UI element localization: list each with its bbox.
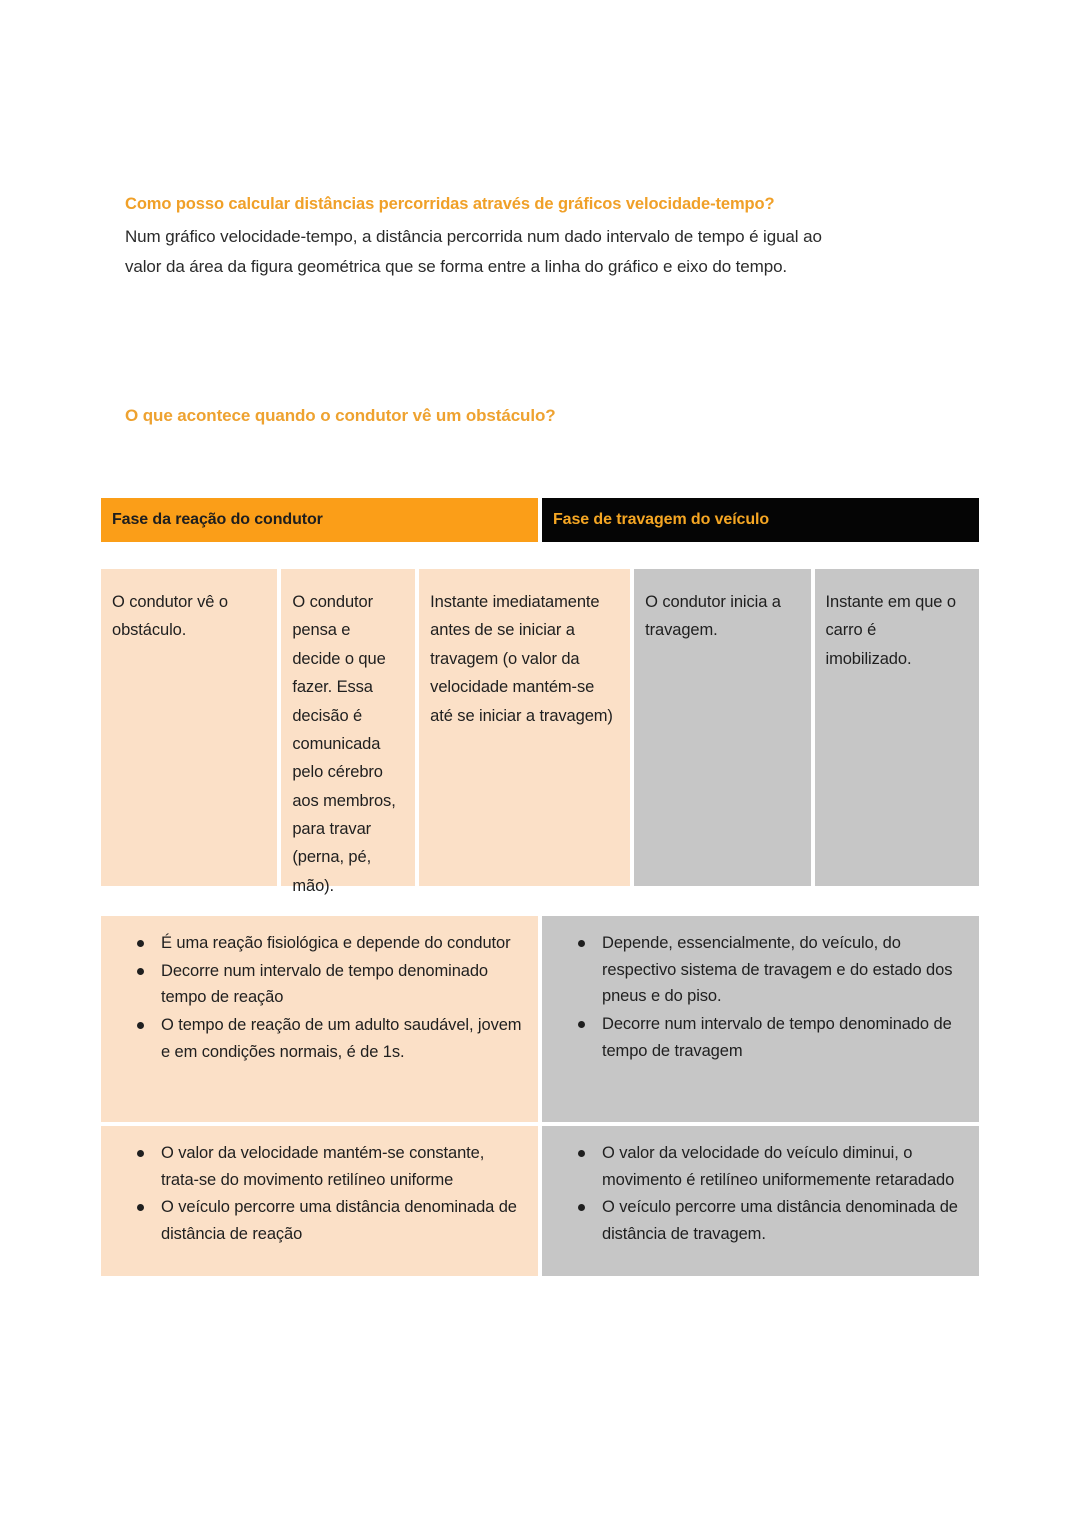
- characteristics-row-1: [101, 916, 979, 1122]
- table-cell-stage-1: O condutor vê o obstáculo.: [101, 569, 277, 886]
- characteristics-braking-1: [542, 916, 979, 1122]
- table-header-braking-phase: Fase de travagem do veículo: [542, 498, 979, 542]
- bullet-item: O tempo de reação de um adulto saudável, jovem e em condições normais, é de 1s.: [161, 1012, 524, 1065]
- table-cell-stage-4: O condutor inicia a travagem.: [634, 569, 810, 886]
- table-cell-stage-5: Instante em que o carro é imobilizado.: [815, 569, 979, 886]
- bullet-item: O veículo percorre uma distância denominada de distância de travagem.: [602, 1194, 965, 1247]
- section-heading-1: Como posso calcular distâncias percorridas através de gráficos velocidade-tempo?: [125, 195, 775, 213]
- bullet-list: [556, 930, 965, 1065]
- phases-table: [101, 498, 979, 1276]
- bullet-item: Depende, essencialmente, do veículo, do respectivo sistema de travagem e do estado dos pneus e do piso.: [602, 930, 965, 1010]
- bullet-item: O valor da velocidade do veículo diminui, o movimento é retilíneo uniformemente retaradado: [602, 1140, 965, 1193]
- table-header-reaction-phase: Fase da reação do condutor: [101, 498, 538, 542]
- bullet-item: Decorre num intervalo de tempo denominado de tempo de travagem: [602, 1011, 965, 1064]
- bullet-list: [556, 1140, 965, 1248]
- bullet-item: O valor da velocidade mantém-se constante, trata-se do movimento retilíneo uniforme: [161, 1140, 524, 1193]
- characteristics-reaction-1: [101, 916, 538, 1122]
- characteristics-reaction-2: [101, 1126, 538, 1276]
- characteristics-braking-2: [542, 1126, 979, 1276]
- bullet-item: O veículo percorre uma distância denominada de distância de reação: [161, 1194, 524, 1247]
- intro-section: [125, 192, 965, 282]
- bullet-list: [115, 1140, 524, 1248]
- section-body-line-1: Num gráfico velocidade-tempo, a distância percorrida num dado intervalo de tempo é igual ao: [125, 226, 822, 246]
- section-heading-2: O que acontece quando o condutor vê um obstáculo?: [125, 406, 556, 425]
- bullet-list: [115, 930, 524, 1066]
- characteristics-row-2: [101, 1126, 979, 1276]
- table-cell-stage-3: Instante imediatamente antes de se iniciar a travagem (o valor da velocidade mantém-se até se iniciar a travagem): [419, 569, 630, 886]
- table-cell-stage-2: O condutor pensa e decide o que fazer. Essa decisão é comunicada pelo cérebro aos membros, para travar (perna, pé, mão).: [281, 569, 415, 886]
- bullet-item: É uma reação fisiológica e depende do condutor: [161, 930, 524, 957]
- section-body-line-2: valor da área da figura geométrica que se forma entre a linha do gráfico e eixo do tempo.: [125, 256, 788, 276]
- table-stage-row: [101, 569, 979, 895]
- bullet-item: Decorre num intervalo de tempo denominado tempo de reação: [161, 958, 524, 1011]
- table-header-row: [101, 498, 979, 542]
